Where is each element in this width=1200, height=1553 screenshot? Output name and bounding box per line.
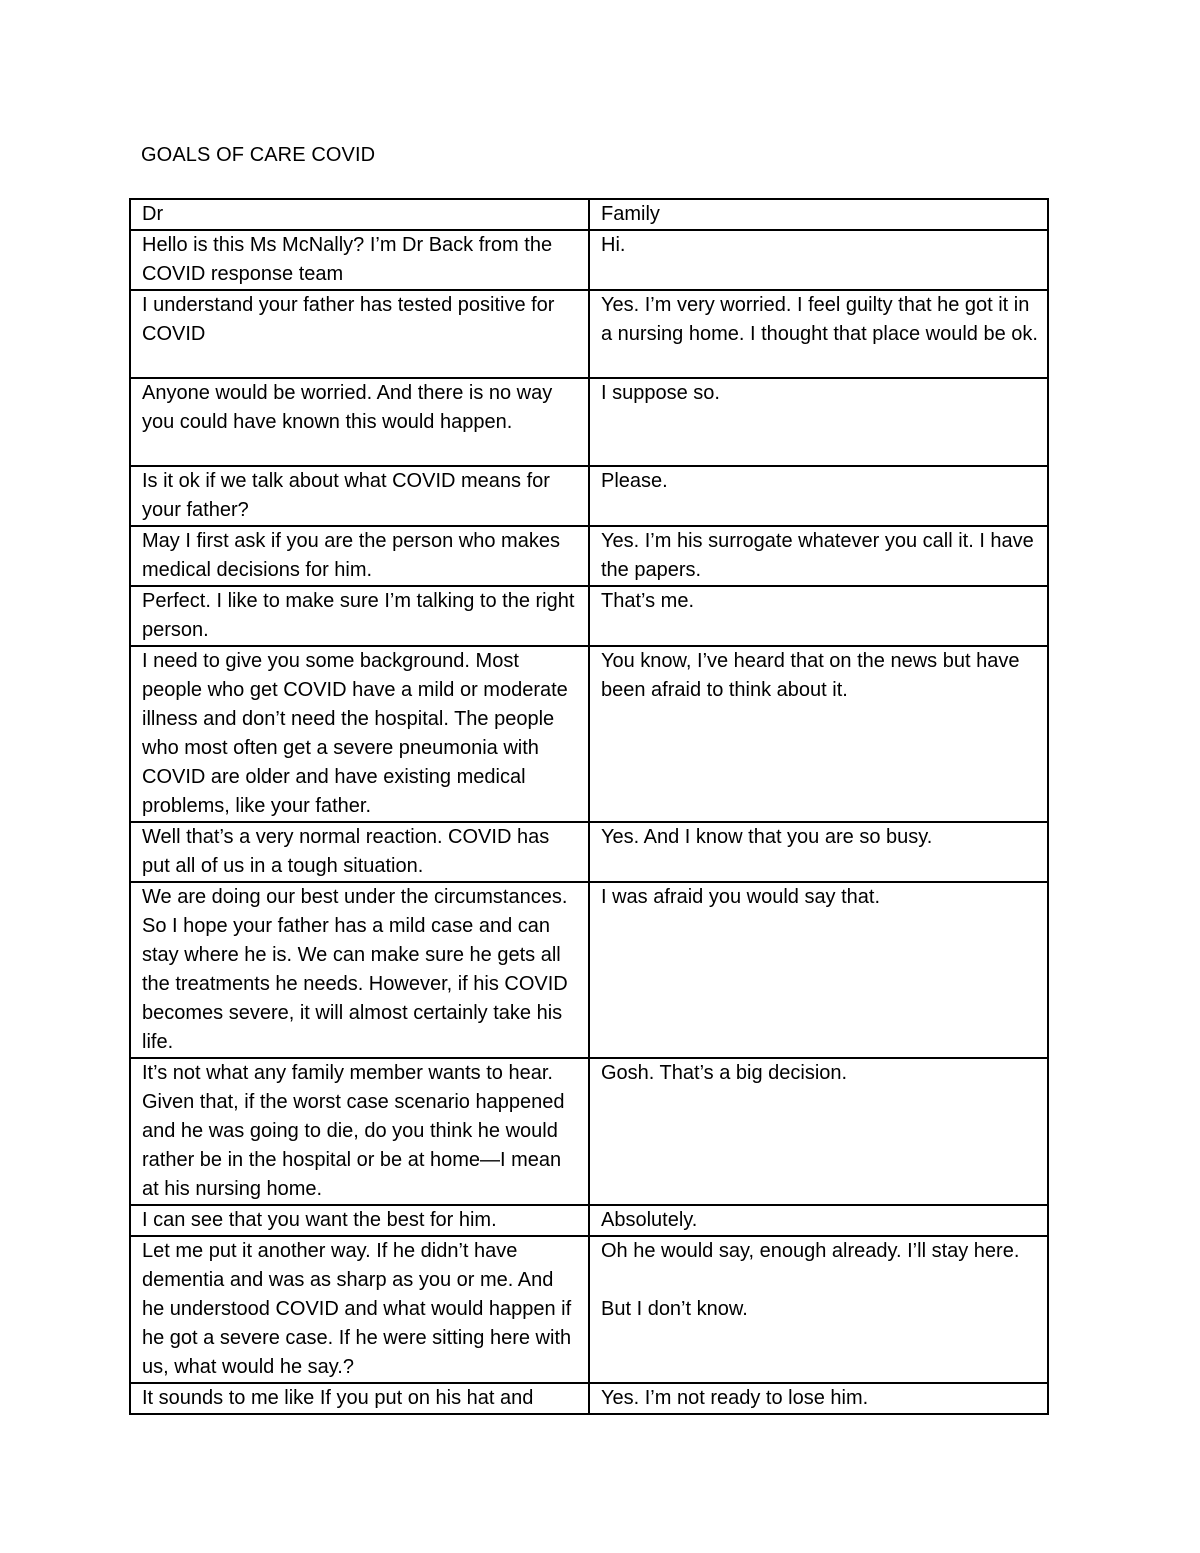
dr-line: I need to give you some background. Most people who get COVID have a mild or moderate illness and don’t need the hospital. The people who most often get a severe pneumonia with COVID are older and have existing medical problems, like your father. xyxy=(130,646,589,822)
table-row xyxy=(130,526,1048,586)
table-row xyxy=(130,586,1048,646)
table-row xyxy=(130,1205,1048,1236)
table-row xyxy=(130,1383,1048,1414)
family-line: Please. xyxy=(589,466,1048,526)
table-row xyxy=(130,378,1048,466)
dr-line: Well that’s a very normal reaction. COVID has put all of us in a tough situation. xyxy=(130,822,589,882)
document-title: GOALS OF CARE COVID xyxy=(141,144,376,166)
dr-line: It sounds to me like If you put on his hat and xyxy=(130,1383,589,1414)
family-line: Gosh. That’s a big decision. xyxy=(589,1058,1048,1205)
family-line: That’s me. xyxy=(589,586,1048,646)
dr-line: I understand your father has tested positive for COVID xyxy=(130,290,589,378)
table-row xyxy=(130,466,1048,526)
table-row xyxy=(130,646,1048,822)
family-line: You know, I’ve heard that on the news but have been afraid to think about it. xyxy=(589,646,1048,822)
family-line: I suppose so. xyxy=(589,378,1048,466)
header-family: Family xyxy=(589,199,1048,230)
header-row xyxy=(130,199,1048,230)
dialogue-table xyxy=(129,198,1049,1415)
family-line: Yes. And I know that you are so busy. xyxy=(589,822,1048,882)
dr-line: Perfect. I like to make sure I’m talking to the right person. xyxy=(130,586,589,646)
dr-line: I can see that you want the best for him. xyxy=(130,1205,589,1236)
header-dr: Dr xyxy=(130,199,589,230)
table-row xyxy=(130,230,1048,290)
dr-line: We are doing our best under the circumstances. So I hope your father has a mild case and can stay where he is. We can make sure he gets all the treatments he needs. However, if his COVID becomes severe, it will almost certainly take his life. xyxy=(130,882,589,1058)
table-row xyxy=(130,882,1048,1058)
table-row xyxy=(130,290,1048,378)
dr-line: Is it ok if we talk about what COVID means for your father? xyxy=(130,466,589,526)
family-line: I was afraid you would say that. xyxy=(589,882,1048,1058)
family-line: Hi. xyxy=(589,230,1048,290)
family-line: Yes. I’m not ready to lose him. xyxy=(589,1383,1048,1414)
family-line: Yes. I’m his surrogate whatever you call it. I have the papers. xyxy=(589,526,1048,586)
dr-line: Anyone would be worried. And there is no way you could have known this would happen. xyxy=(130,378,589,466)
family-line: Yes. I’m very worried. I feel guilty that he got it in a nursing home. I thought that place would be ok. xyxy=(589,290,1048,378)
table-row xyxy=(130,822,1048,882)
table-row xyxy=(130,1058,1048,1205)
table-row xyxy=(130,1236,1048,1383)
dr-line: May I first ask if you are the person who makes medical decisions for him. xyxy=(130,526,589,586)
dr-line: Let me put it another way. If he didn’t have dementia and was as sharp as you or me. And he understood COVID and what would happen if he got a severe case. If he were sitting here with us, what would he say.? xyxy=(130,1236,589,1383)
dr-line: Hello is this Ms McNally? I’m Dr Back from the COVID response team xyxy=(130,230,589,290)
family-line: Oh he would say, enough already. I’ll stay here. But I don’t know. xyxy=(589,1236,1048,1383)
dr-line: It’s not what any family member wants to hear. Given that, if the worst case scenario happened and he was going to die, do you think he would rather be in the hospital or be at home—I mean at his nursing home. xyxy=(130,1058,589,1205)
family-line: Absolutely. xyxy=(589,1205,1048,1236)
